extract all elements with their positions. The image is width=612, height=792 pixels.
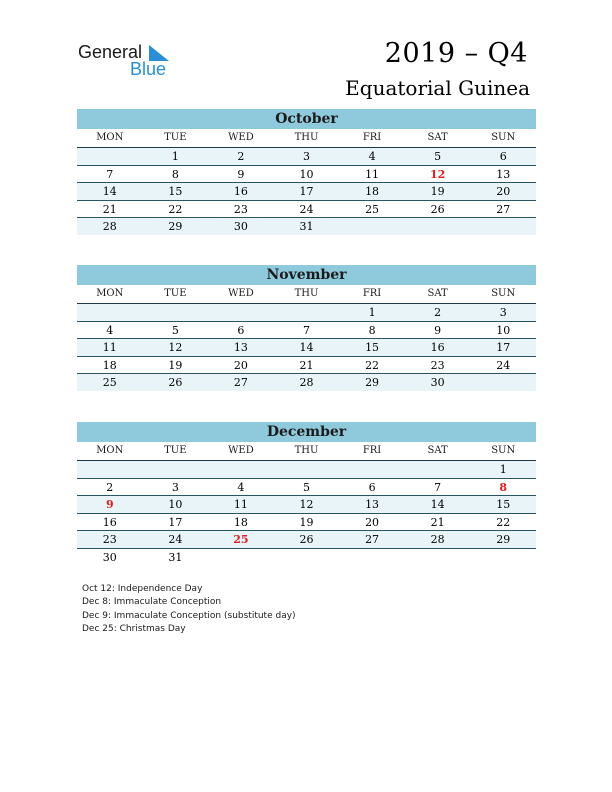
week-row bbox=[77, 514, 536, 532]
month-november bbox=[77, 265, 536, 391]
day-cell: 5 bbox=[171, 323, 179, 337]
weekday-label: THU bbox=[294, 132, 319, 143]
day-cell: 11 bbox=[233, 498, 248, 512]
day-cell: 28 bbox=[102, 220, 117, 234]
day-cell: 1 bbox=[499, 463, 507, 476]
week-row bbox=[77, 479, 536, 497]
day-cell: 14 bbox=[299, 341, 314, 355]
weekday-label: SUN bbox=[491, 132, 516, 143]
day-cell: 28 bbox=[430, 533, 445, 547]
day-cell: 10 bbox=[168, 498, 183, 512]
weekday-label: THU bbox=[294, 288, 319, 299]
weekday-label: SAT bbox=[427, 132, 448, 143]
empty-day-cell bbox=[143, 461, 209, 478]
weekday-label: TUE bbox=[164, 445, 187, 456]
week-row bbox=[77, 201, 536, 219]
day-cell: 16 bbox=[430, 341, 445, 355]
day-cell: 2 bbox=[434, 306, 442, 319]
empty-day-cell bbox=[77, 461, 143, 478]
day-cell: 19 bbox=[430, 185, 445, 199]
week-row bbox=[77, 549, 536, 566]
day-cell: 2 bbox=[237, 150, 245, 163]
day-cell: 23 bbox=[430, 358, 445, 372]
day-cell: 20 bbox=[365, 515, 380, 529]
day-cell: 26 bbox=[168, 376, 183, 390]
day-cell: 21 bbox=[430, 515, 445, 529]
day-cell: 23 bbox=[233, 202, 248, 216]
day-cell: 12 bbox=[168, 341, 183, 355]
month-december bbox=[77, 422, 536, 566]
day-cell: 9 bbox=[434, 323, 442, 337]
weekday-label: SUN bbox=[491, 288, 516, 299]
day-cell: 3 bbox=[499, 306, 507, 319]
day-cell: 1 bbox=[171, 150, 179, 163]
weekday-label: SAT bbox=[427, 445, 448, 456]
day-cell: 15 bbox=[168, 185, 183, 199]
day-cell: 13 bbox=[365, 498, 380, 512]
holiday-note: Dec 25: Christmas Day bbox=[82, 623, 186, 634]
holiday-note: Oct 12: Independence Day bbox=[82, 584, 203, 594]
week-row bbox=[77, 339, 536, 357]
day-cell: 26 bbox=[430, 202, 445, 216]
weekday-label: THU bbox=[294, 445, 319, 456]
day-cell: 5 bbox=[302, 480, 310, 494]
day-cell: 4 bbox=[237, 480, 245, 494]
logo-word-general: General bbox=[78, 42, 143, 62]
day-cell: 11 bbox=[102, 341, 117, 355]
empty-day-cell bbox=[470, 549, 536, 566]
day-cell: 9 bbox=[237, 167, 245, 181]
day-cell: 27 bbox=[233, 376, 248, 390]
day-cell: 22 bbox=[168, 202, 183, 216]
day-cell: 29 bbox=[365, 376, 380, 390]
weekday-label: WED bbox=[228, 288, 254, 299]
day-cell: 7 bbox=[302, 323, 310, 337]
logo-word-blue: Blue bbox=[130, 59, 167, 79]
day-cell: 24 bbox=[496, 358, 511, 372]
day-cell: 22 bbox=[365, 358, 380, 372]
day-cell: 8 bbox=[368, 323, 376, 337]
day-cell: 28 bbox=[299, 376, 314, 390]
week-row bbox=[77, 496, 536, 514]
empty-day-cell bbox=[339, 549, 405, 566]
empty-day-cell bbox=[405, 461, 471, 478]
day-cell: 19 bbox=[168, 358, 183, 372]
week-row bbox=[77, 374, 536, 391]
month-title: November bbox=[77, 265, 536, 285]
day-cell: 20 bbox=[233, 358, 248, 372]
month-title: October bbox=[77, 109, 536, 129]
weekday-header-row bbox=[77, 442, 536, 461]
holiday-note: Dec 9: Immaculate Conception (substitute day) bbox=[82, 610, 296, 621]
day-cell: 2 bbox=[106, 480, 114, 494]
weekday-label: SAT bbox=[427, 288, 448, 299]
day-cell: 17 bbox=[168, 515, 183, 529]
empty-day-cell bbox=[339, 461, 405, 478]
week-row bbox=[77, 166, 536, 184]
week-row bbox=[77, 322, 536, 340]
weekday-header-row bbox=[77, 129, 536, 148]
month-title: December bbox=[77, 422, 536, 442]
day-cell: 4 bbox=[368, 150, 376, 163]
day-cell: 12 bbox=[299, 498, 314, 512]
weekday-label: FRI bbox=[362, 132, 382, 143]
day-cell: 6 bbox=[368, 480, 376, 494]
day-cell: 10 bbox=[299, 167, 314, 181]
weekday-label: WED bbox=[228, 445, 254, 456]
day-cell: 14 bbox=[102, 185, 117, 199]
day-cell: 9 bbox=[105, 498, 114, 512]
day-cell: 7 bbox=[434, 480, 442, 494]
empty-day-cell bbox=[77, 304, 143, 321]
day-cell: 21 bbox=[102, 202, 117, 216]
empty-day-cell bbox=[405, 549, 471, 566]
weekday-label: TUE bbox=[164, 132, 187, 143]
day-cell: 18 bbox=[102, 358, 117, 372]
weekday-label: WED bbox=[228, 132, 254, 143]
day-cell: 17 bbox=[496, 341, 511, 355]
day-cell: 15 bbox=[496, 498, 511, 512]
day-cell: 29 bbox=[168, 220, 183, 234]
week-row bbox=[77, 304, 536, 322]
empty-day-cell bbox=[470, 374, 536, 391]
day-cell: 27 bbox=[496, 202, 511, 216]
day-cell: 3 bbox=[171, 480, 179, 494]
day-cell: 5 bbox=[434, 150, 442, 163]
day-cell: 10 bbox=[496, 323, 511, 337]
day-cell: 29 bbox=[496, 533, 511, 547]
day-cell: 6 bbox=[237, 323, 245, 337]
day-cell: 11 bbox=[365, 167, 380, 181]
day-cell: 6 bbox=[499, 150, 507, 163]
day-cell: 3 bbox=[302, 150, 310, 163]
week-row bbox=[77, 148, 536, 166]
day-cell: 23 bbox=[102, 533, 117, 547]
week-row bbox=[77, 183, 536, 201]
day-cell: 27 bbox=[365, 533, 380, 547]
weekday-label: MON bbox=[96, 132, 124, 143]
day-cell: 16 bbox=[102, 515, 117, 529]
day-cell: 20 bbox=[496, 185, 511, 199]
empty-day-cell bbox=[470, 218, 536, 235]
day-cell: 7 bbox=[106, 167, 114, 181]
day-cell: 30 bbox=[233, 220, 248, 234]
day-cell: 16 bbox=[233, 185, 248, 199]
day-cell: 14 bbox=[430, 498, 445, 512]
empty-day-cell bbox=[274, 549, 340, 566]
day-cell: 30 bbox=[430, 376, 445, 390]
day-cell: 8 bbox=[499, 480, 508, 494]
empty-day-cell bbox=[208, 549, 274, 566]
page-title: 2019 – Q4 bbox=[384, 38, 528, 69]
week-row bbox=[77, 218, 536, 235]
week-row bbox=[77, 531, 536, 549]
weekday-label: FRI bbox=[362, 288, 382, 299]
day-cell: 1 bbox=[368, 306, 376, 319]
day-cell: 12 bbox=[429, 167, 446, 181]
weekday-label: SUN bbox=[491, 445, 516, 456]
empty-day-cell bbox=[339, 218, 405, 235]
day-cell: 21 bbox=[299, 358, 314, 372]
day-cell: 24 bbox=[168, 533, 183, 547]
holiday-note: Dec 8: Immaculate Conception bbox=[82, 597, 222, 608]
generalblue-logo bbox=[78, 40, 188, 82]
empty-day-cell bbox=[143, 304, 209, 321]
weekday-label: MON bbox=[96, 445, 124, 456]
day-cell: 22 bbox=[496, 515, 511, 529]
empty-day-cell bbox=[274, 304, 340, 321]
country-name: Equatorial Guinea bbox=[345, 76, 530, 100]
day-cell: 26 bbox=[299, 533, 314, 547]
day-cell: 25 bbox=[233, 533, 249, 547]
week-row bbox=[77, 357, 536, 375]
weekday-label: TUE bbox=[164, 288, 187, 299]
day-cell: 13 bbox=[233, 341, 248, 355]
day-cell: 18 bbox=[233, 515, 248, 529]
empty-day-cell bbox=[208, 461, 274, 478]
month-october bbox=[77, 109, 536, 235]
day-cell: 31 bbox=[168, 550, 183, 564]
empty-day-cell bbox=[208, 304, 274, 321]
weekday-label: MON bbox=[96, 288, 124, 299]
day-cell: 24 bbox=[299, 202, 314, 216]
day-cell: 17 bbox=[299, 185, 314, 199]
day-cell: 4 bbox=[106, 323, 114, 337]
weekday-label: FRI bbox=[362, 445, 382, 456]
empty-day-cell bbox=[274, 461, 340, 478]
week-row bbox=[77, 461, 536, 479]
holiday-notes bbox=[82, 583, 296, 636]
day-cell: 19 bbox=[299, 515, 314, 529]
day-cell: 31 bbox=[299, 220, 314, 234]
day-cell: 15 bbox=[365, 341, 380, 355]
day-cell: 13 bbox=[496, 167, 511, 181]
day-cell: 18 bbox=[365, 185, 380, 199]
empty-day-cell bbox=[405, 218, 471, 235]
day-cell: 30 bbox=[102, 550, 117, 564]
day-cell: 25 bbox=[365, 202, 380, 216]
empty-day-cell bbox=[77, 148, 143, 165]
weekday-header-row bbox=[77, 285, 536, 304]
day-cell: 25 bbox=[102, 376, 117, 390]
day-cell: 8 bbox=[171, 167, 179, 181]
